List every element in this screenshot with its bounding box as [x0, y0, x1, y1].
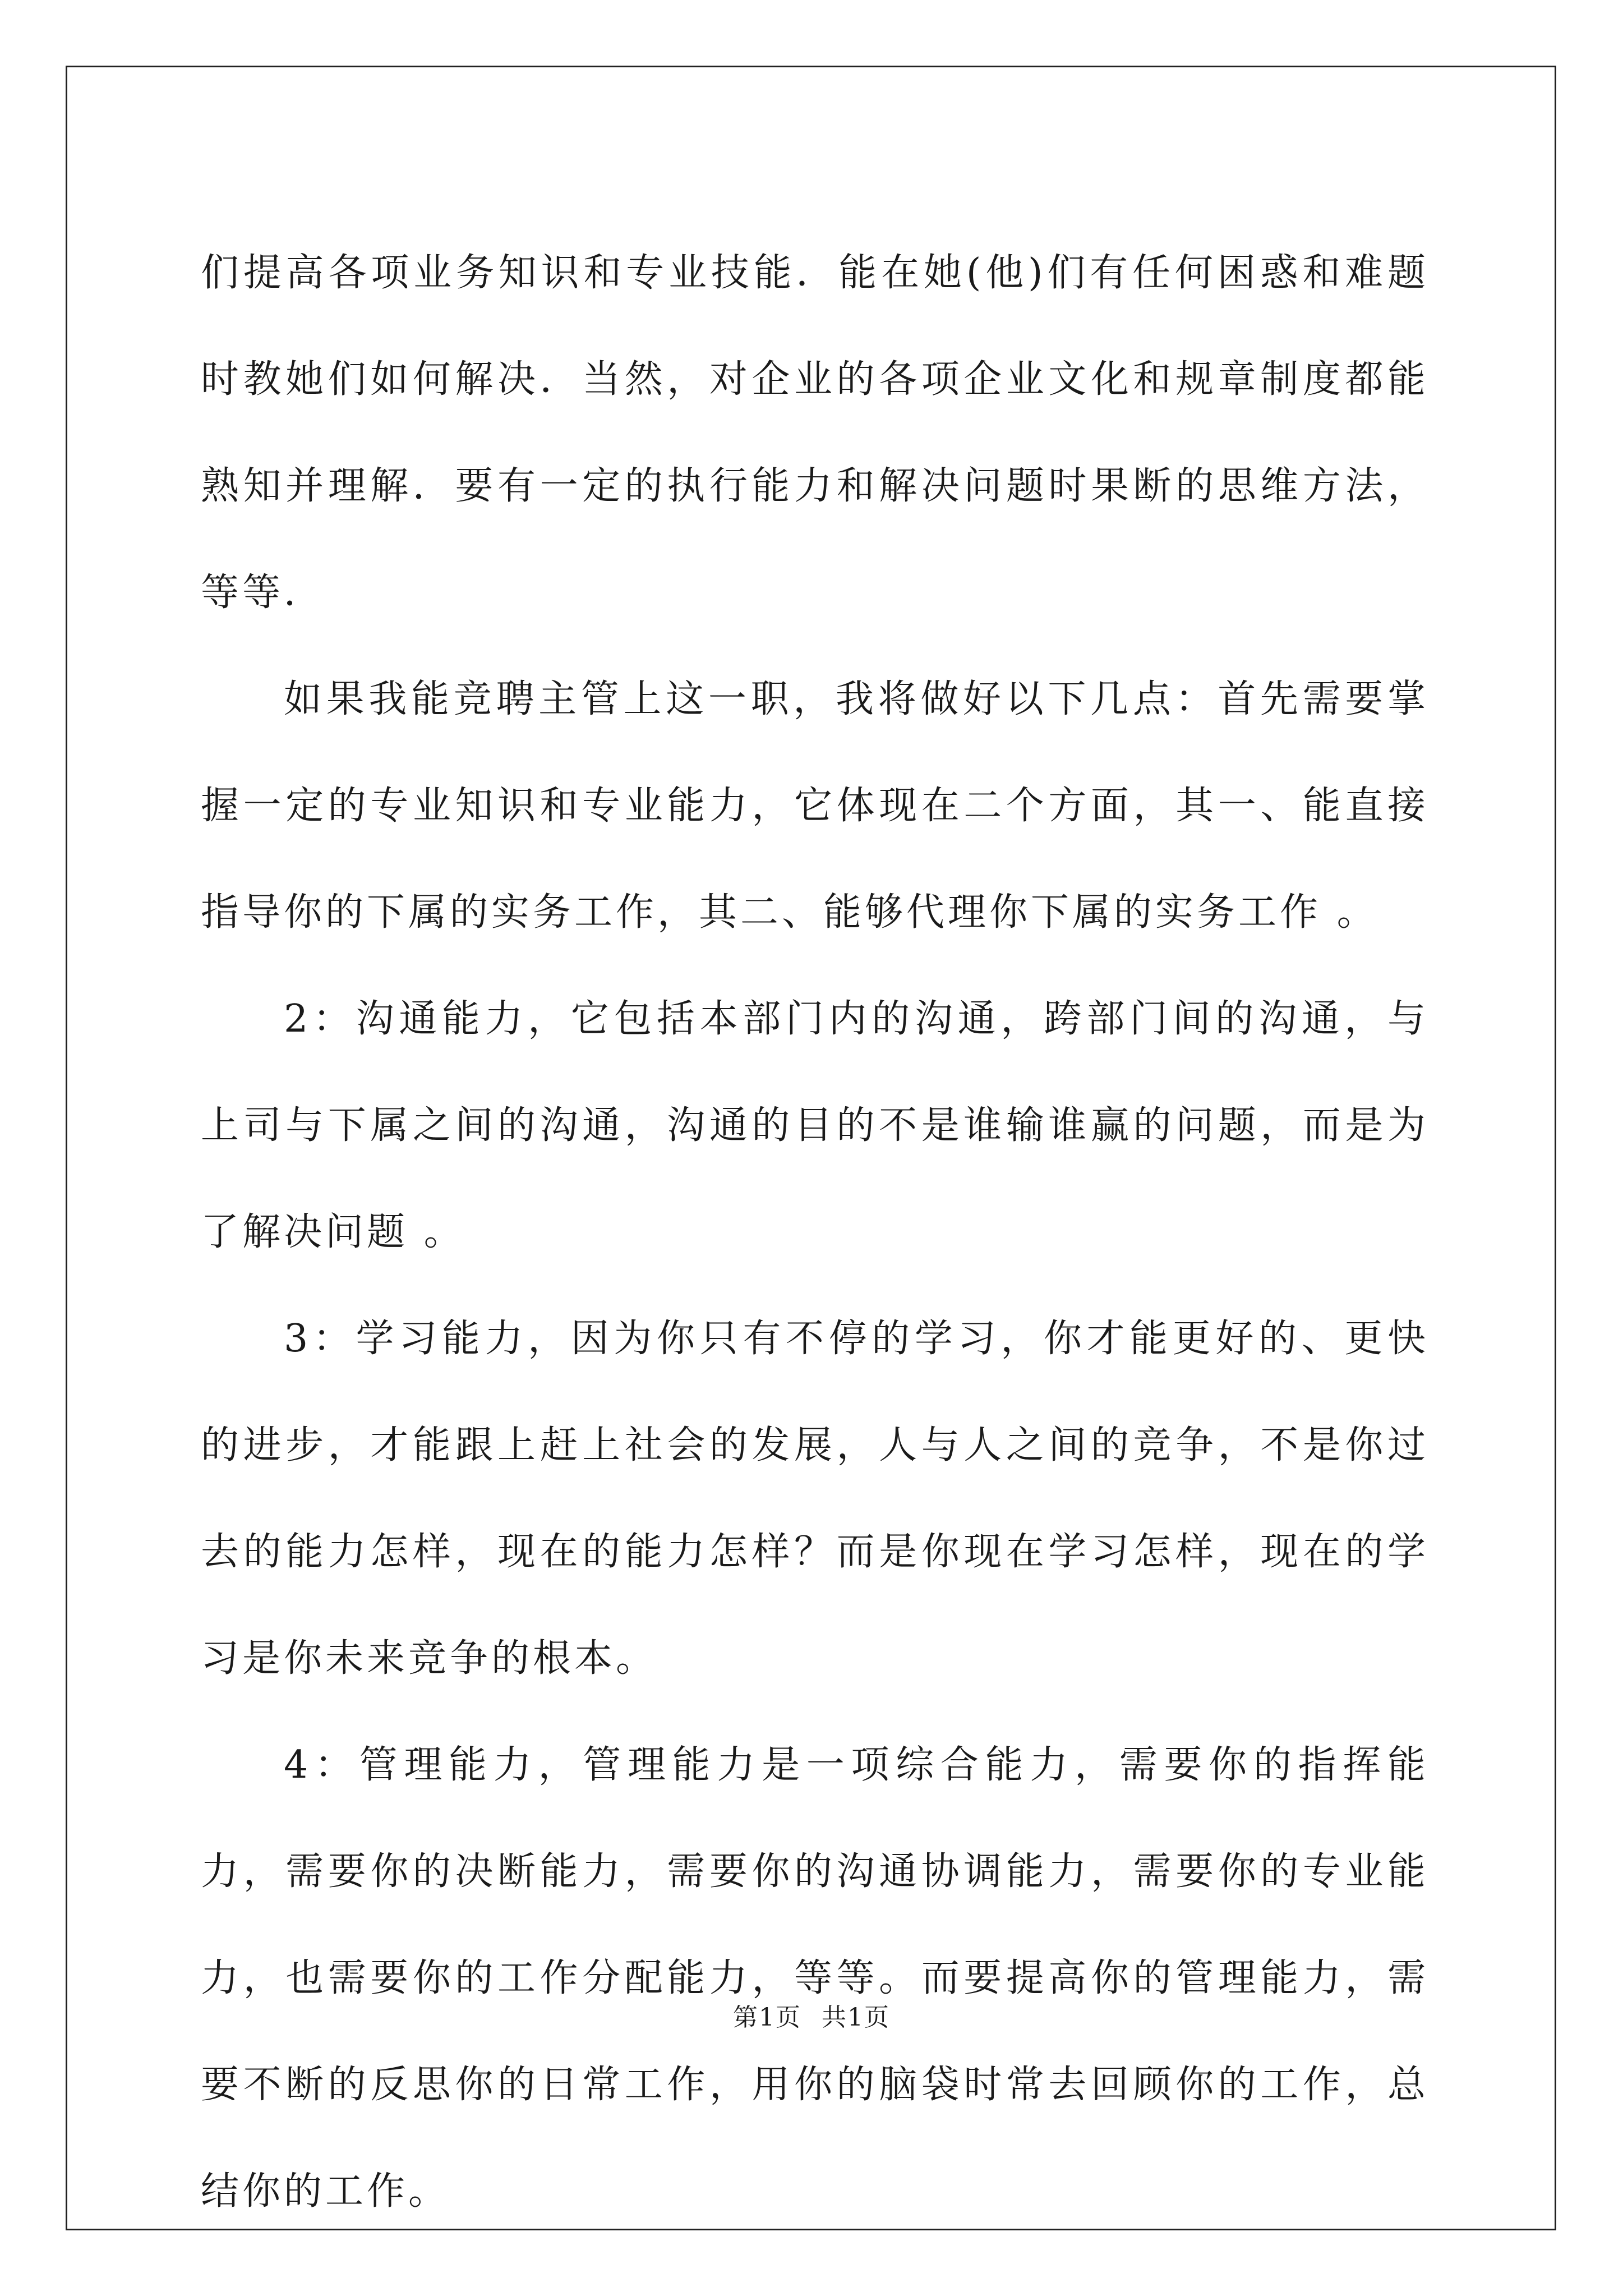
page-number: 第1页 [733, 2003, 801, 2032]
page-total: 共1页 [822, 2003, 890, 2032]
paragraph-3: 2：沟通能力，它包括本部门内的沟通，跨部门间的沟通，与上司与下属之间的沟通，沟通的目的不是谁输谁赢的问题，而是为了解决问题 。 [201, 997, 1429, 1254]
paragraph-4: 3：学习能力，因为你只有不停的学习，你才能更好的、更快的进步，才能跟上赶上社会的发展，人与人之间的竞争，不是你过去的能力怎样，现在的能力怎样？而是你现在学习怎样，现在的学习是你未来竞争的根本。 [201, 1317, 1429, 1681]
paragraph-2: 如果我能竞聘主管上这一职，我将做好以下几点：首先需要掌握一定的专业知识和专业能力，它体现在二个方面，其一、能直接指导你的下属的实务工作，其二、能够代理你下属的实务工作 。 [201, 677, 1429, 935]
paragraph-1: 们提高各项业务知识和专业技能．能在她(他)们有任何困惑和难题时教她们如何解决．当然，对企业的各项企业文化和规章制度都能熟知并理解．要有一定的执行能力和解决问题时果断的思维方法，等等． [201, 251, 1429, 615]
document-body [201, 220, 1429, 2245]
paragraph-5: 4：管理能力，管理能力是一项综合能力，需要你的指挥能力，需要你的决断能力，需要你的沟通协调能力，需要你的专业能力，也需要你的工作分配能力，等等。而要提高你的管理能力，需要不断的反思你的日常工作，用你的脑袋时常去回顾你的工作，总结你的工作。 [201, 1743, 1429, 2214]
page-footer [0, 1997, 1623, 2033]
